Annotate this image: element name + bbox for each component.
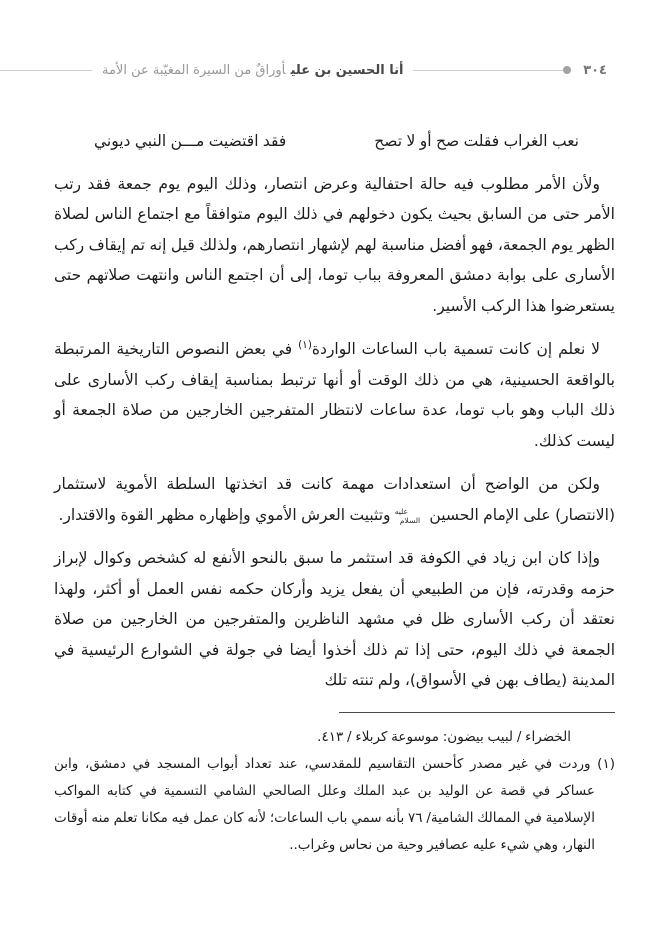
verse-second-hemistich: فقد اقتضيت مـــن النبي ديوني [94,132,287,150]
paragraph-with-footnote-ref [54,334,615,456]
paragraph: وإذا كان ابن زياد في الكوفة قد استثمر ما سبق بالنحو الأنفع له كشخص وكوال لإبراز حزمه وقدرته، فإن من الطبيعي أن يفعل يزيد وأركان حكمه نفس العمل أو أكثر، ولهذا نعتقد أن ركب الأسارى ظل في مشهد الناظرين والمتفرجين من الخارجين من صلاة الجمعة في ذلك اليوم، حتى إذا تم ذلك أخذوا أيضا في جولة في الشوارع الرئيسية في المدينة (يطاف بهن في الأسواق)، ولم تنته تلك [54,549,615,689]
poetry-line [54,126,615,157]
header-rule [413,70,563,71]
footnote-marker: (١) [597,755,615,772]
header-dot [563,66,571,74]
paragraph: ولأن الأمر مطلوب فيه حالة احتفالية وعرض انتصار، وذلك اليوم يوم جمعة فقد رتب الأمر حتى من السابق بحيث يكون دخولهم في ذلك اليوم متوافقاً مع اجتماع الناس لصلاة الظهر يوم الجمعة، فهو أفضل مناسبة لهم لإشهار انتصارهم، ولذلك قيل إنه تم إيقاف ركب الأسارى على بوابة دمشق المعروفة بباب توما، إلى أن اجتمع الناس وانتهت صلاتهم حتى يستعرضوا هذا الركب الأسير. [54,174,615,315]
book-title-subtitle: أوراقٌ من السيرة المغيّبة عن الأمة [102,62,286,78]
page-number: ٣٠٤ [583,62,607,78]
footnote-item [54,751,615,859]
book-title-main: أنا الحسين بن علي [290,62,404,78]
footnote-separator [339,712,615,713]
paragraph-text: في بعض النصوص التاريخية المرتبطة بالواقعة الحسينية، هي من ذلك الوقت أو أنها ترتبط بمناسبة إيقاف ركب الأسارى على ذلك الباب وهو باب توما، عدة ساعات لانتظار المتفرجين الخارجين من صلاة الجمعة أو ليست كذلك. [54,340,615,450]
paragraph-text: وتثبيت العرش الأموي وإظهاره مظهر القوة والاقتدار. [58,505,391,524]
footnote-text: وردت في غير مصدر كأحسن التقاسيم للمقدسي، عند تعداد أبواب المسجد في دمشق، وابن عساكر في قصة عن الوليد بن عبد الملك وعلل الصالحي الشامي التسمية في كتابه المواكب الإسلامية في الممالك الشامية/ ٧٦ بأنه سمي باب الساعات؛ لأنه كان عمل فيه مكانا تعلم منه أوقات النهار، وهي شيء عليه عصافير وحية من نحاس وغراب.. [54,755,596,853]
book-title [102,63,403,78]
footnote-continuation: الخضراء / لبيب بيضون: موسوعة كربلاء / ٤١٣. [317,728,571,745]
footnotes-section [54,712,615,859]
honorific-seal: عليه السلام [394,507,421,525]
running-header [0,58,669,82]
page-body [54,126,615,696]
paragraph-text: لا نعلم إن كانت تسمية باب الساعات الواردة [311,340,600,358]
paragraph-with-honorific [54,469,615,530]
header-rule-left [0,70,92,71]
footnote-reference: (١) [298,338,312,351]
verse-first-hemistich: نعب الغراب فقلت صح أو لا تصح [374,132,579,150]
paragraph-text: ولكن من الواضح أن استعدادات مهمة كانت قد اتخذتها السلطة الأموية لاستثمار (الانتصار) على الإمام الحسين [54,475,615,524]
